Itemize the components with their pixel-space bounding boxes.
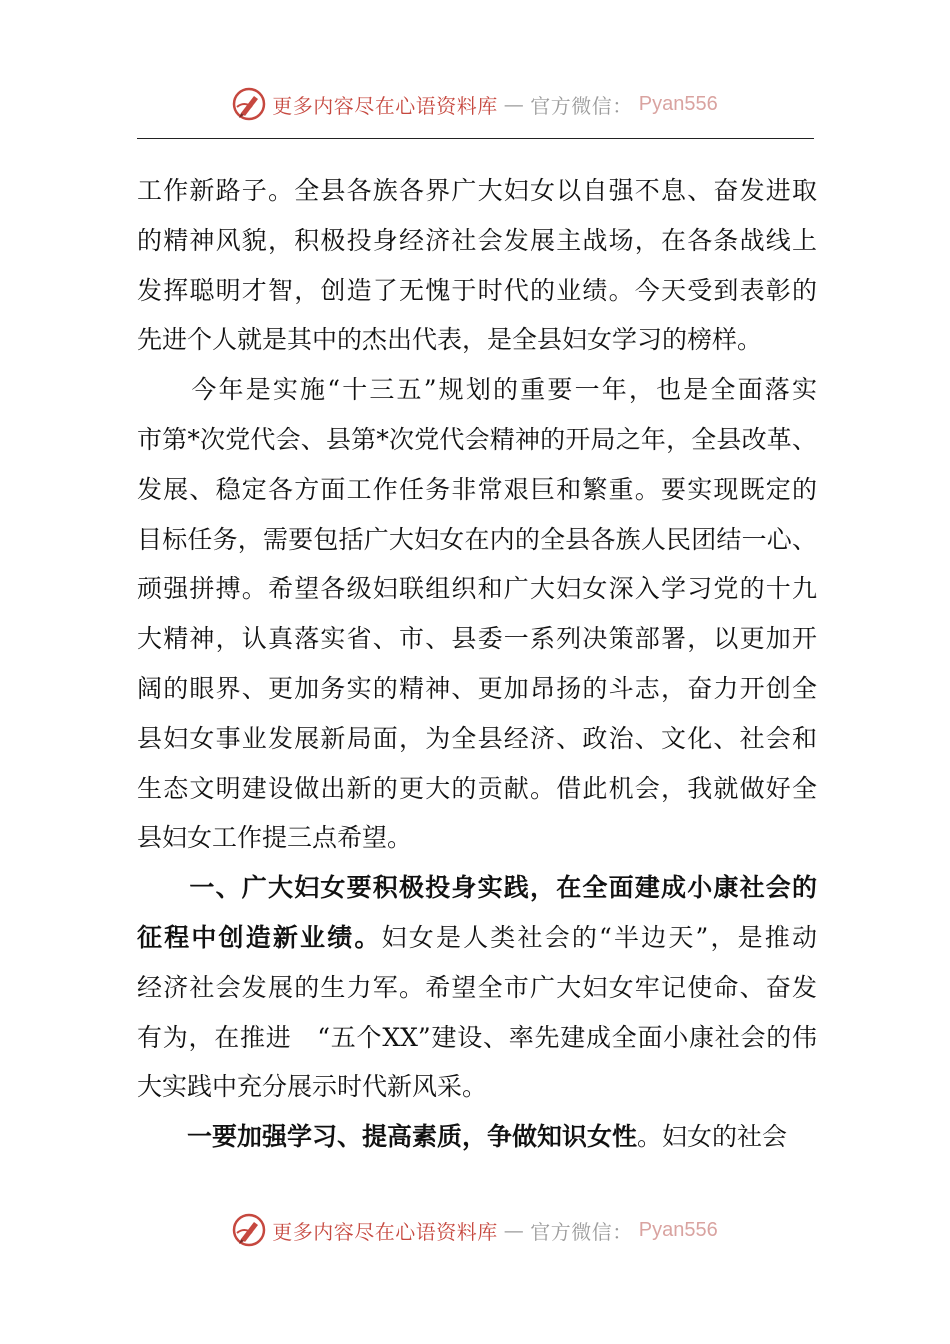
paragraph-line: 大实践中充分展示时代新风采。 (137, 1072, 488, 1102)
section-heading-bold: 一、广大妇女要积极投身实践，在全面建成小康社会的 (137, 873, 817, 903)
paragraph-line: 工作新路子。全县各族各界广大妇女以自强不息、奋发进取 (137, 176, 817, 205)
watermark-text-main: 更多内容尽在心语资料库 (272, 93, 498, 118)
paragraph-line: 经济社会发展的生力军。希望全市广大妇女牢记使命、奋发 (137, 972, 817, 1002)
footer-watermark (0, 1208, 950, 1252)
paragraph-line: 生态文明建设做出新的更大的贡献。借此机会，我就做好全 (137, 773, 817, 803)
watermark-wechat-label: 官方微信： (530, 1219, 633, 1244)
paragraph-line: 大精神，认真落实省、市、县委一系列决策部署，以更加开 (137, 624, 817, 654)
paragraph-line: 发挥聪明才智，创造了无愧于时代的业绩。今天受到表彰的 (137, 275, 817, 305)
section-heading-rest: 妇女是人类社会的“半边天”，是推动 (381, 922, 817, 952)
pen-logo-icon (232, 87, 266, 121)
watermark-wechat-label: 官方微信： (530, 93, 633, 118)
paragraph-line: 今年是实施“十三五”规划的重要一年，也是全面落实 (137, 375, 817, 405)
paragraph-line: 顽强拼搏。希望各级妇联组织和广大妇女深入学习党的十九 (137, 574, 817, 604)
watermark-text-main: 更多内容尽在心语资料库 (272, 1219, 498, 1244)
subsection-heading-line (137, 1112, 817, 1162)
watermark-dash: — (503, 1218, 525, 1242)
paragraph-line: 阔的眼界、更加务实的精神、更加昂扬的斗志，奋力开创全 (137, 673, 817, 703)
watermark-group (232, 1213, 717, 1247)
paragraph-line: 有为，在推进 “五个XX”建设、率先建成全面小康社会的伟 (137, 1022, 817, 1052)
paragraph-line: 县妇女工作提三点希望。 (137, 823, 413, 853)
paragraph-line: 的精神风貌，积极投身经济社会发展主战场，在各条战线上 (137, 225, 817, 255)
section-heading-bold: 征程中创造新业绩。 (137, 922, 382, 952)
header-watermark (0, 82, 950, 126)
paragraph-line: 发展、稳定各方面工作任务非常艰巨和繁重。要实现既定的 (137, 474, 817, 504)
paragraph-line: 市第*次党代会、县第*次党代会精神的开局之年，全县改革、 (137, 424, 817, 454)
watermark-group (232, 87, 717, 121)
watermark-dash: — (503, 92, 525, 116)
paragraph-line: 先进个人就是其中的杰出代表，是全县妇女学习的榜样。 (137, 325, 763, 355)
document-body (137, 166, 817, 1162)
subsection-heading-rest: 。妇女的社会 (637, 1122, 788, 1152)
pen-logo-icon (232, 1213, 266, 1247)
paragraph-line: 目标任务，需要包括广大妇女在内的全县各族人民团结一心、 (137, 524, 817, 554)
subsection-heading-bold: 一要加强学习、提高素质，争做知识女性 (137, 1122, 638, 1152)
paragraph-line: 县妇女事业发展新局面，为全县经济、政治、文化、社会和 (137, 723, 817, 753)
section-heading-line (137, 863, 817, 913)
header-divider (137, 138, 814, 139)
watermark-wechat-id: Pyan556 (638, 92, 718, 115)
section-heading-line (137, 913, 817, 963)
watermark-wechat-id: Pyan556 (638, 1218, 718, 1241)
